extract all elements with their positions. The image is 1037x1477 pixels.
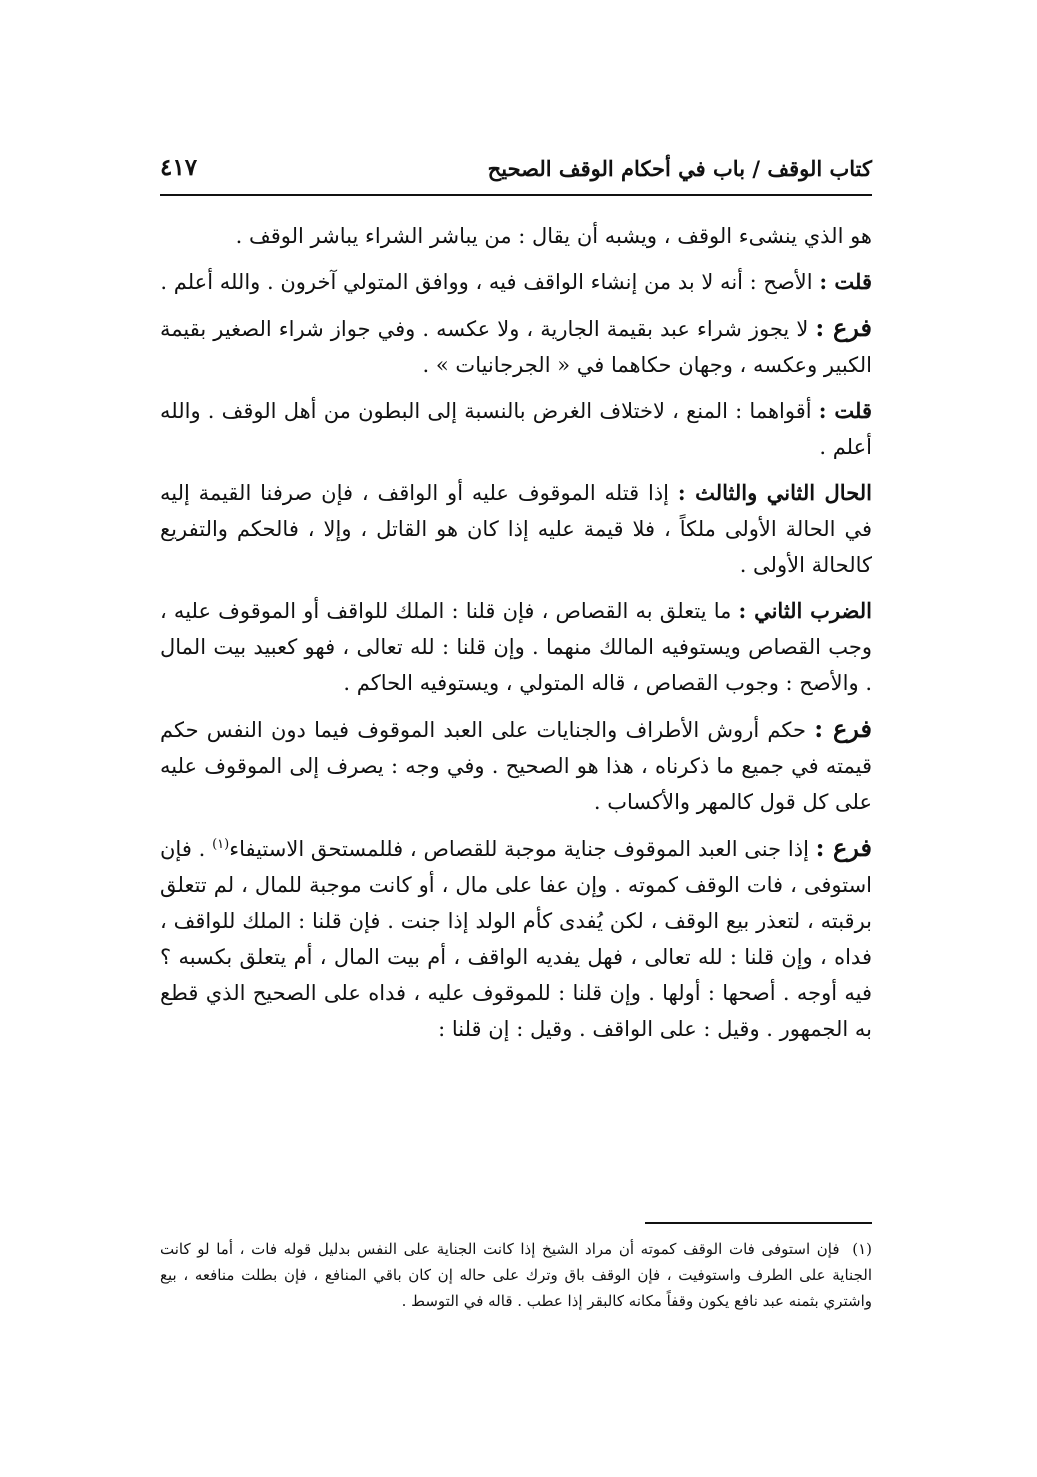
footnote-text: فإن استوفى فات الوقف كموته أن مراد الشيخ إذا كانت الجناية على النفس بدليل قوله فات ، أما لو كانت الجناية على الطرف واستوفيت ، فإن الوقف باق وترك على حاله إن كان باقي المنافع ، فإن بطلت منافعه ، بيع واشتري بثمنه عبد نافع يكون وقفاً مكانه كالبقر إذا عطب . قاله في التوسط .	[160, 1240, 872, 1310]
paragraph	[160, 830, 872, 1047]
chapter-title: كتاب الوقف / باب في أحكام الوقف الصحيح	[487, 156, 872, 181]
footnote-reference[interactable]: (١)	[212, 837, 230, 852]
paragraph-text: إذا جنى العبد الموقوف جناية موجبة للقصاص ، فللمستحق الاستيفاء	[229, 837, 809, 861]
paragraph-lead: الحال الثاني والثالث :	[677, 480, 872, 505]
footnote	[160, 1236, 872, 1314]
paragraph	[160, 264, 872, 300]
paragraph-lead: قلت :	[818, 398, 872, 423]
paragraph-lead: فرع :	[815, 313, 873, 342]
main-text	[160, 218, 872, 1057]
paragraph	[160, 593, 872, 701]
paragraph-text: ما يتعلق به القصاص ، فإن قلنا : الملك للواقف أو الموقوف عليه ، وجب القصاص ويستوفيه المالك منهما . وإن قلنا : لله تعالى ، فهو كعبيد بيت المال . والأصح : وجوب القصاص ، قاله المتولي ، ويستوفيه الحاكم .	[160, 599, 872, 695]
page-number: ٤١٧	[160, 154, 198, 181]
paragraph	[160, 310, 872, 383]
paragraph	[160, 393, 872, 465]
paragraph-text: أقواهما : المنع ، لاختلاف الغرض بالنسبة إلى البطون من أهل الوقف . والله أعلم .	[160, 399, 872, 459]
paragraph-text: . فإن استوفى ، فات الوقف كموته . وإن عفا على مال ، أو كانت موجبة للمال ، لم تتعلق برقبته ، لتعذر بيع الوقف ، لكن يُفدى كأم الولد إذا جنت . فإن قلنا : الملك للواقف ، فداه ، وإن قلنا : لله تعالى ، فهل يفديه الواقف ، أم بيت المال ، أم يتعلق بكسبه ؟ فيه أوجه . أصحها : أولها . وإن قلنا : للموقوف عليه ، فداه على الصحيح الذي قطع به الجمهور . وقيل : على الواقف . وقيل : إن قلنا :	[160, 837, 873, 1041]
paragraph-text: إذا قتله الموقوف عليه أو الواقف ، فإن صرفنا القيمة إليه في الحالة الأولى ملكاً ، فلا قيمة عليه إذا كان هو القاتل ، وإلا ، فالحكم والتفريع كالحالة الأولى .	[160, 481, 872, 577]
paragraph	[160, 218, 872, 254]
paragraph-text: لا يجوز شراء عبد بقيمة الجارية ، ولا عكسه . وفي جواز شراء الصغير بقيمة الكبير وعكسه ، وجهان حكاهما في « الجرجانيات » .	[160, 317, 872, 377]
paragraph-lead: فرع :	[815, 833, 873, 862]
paragraph	[160, 475, 872, 583]
paragraph-text: الأصح : أنه لا بد من إنشاء الواقف فيه ، ووافق المتولي آخرون . والله أعلم .	[160, 270, 813, 294]
paragraph-text: حكم أروش الأطراف والجنايات على العبد الموقوف فيما دون النفس حكم قيمته في جميع ما ذكرناه ، هذا هو الصحيح . وفي وجه : يصرف إلى الموقوف عليه على كل قول كالمهر والأكساب .	[160, 718, 872, 814]
paragraph-text: هو الذي ينشىء الوقف ، ويشبه أن يقال : من يباشر الشراء يباشر الوقف .	[235, 224, 872, 248]
paragraph-lead: قلت :	[819, 269, 872, 294]
paragraph-lead: الضرب الثاني :	[738, 598, 872, 623]
footnote-number: (١)	[852, 1240, 872, 1258]
footnote-divider	[645, 1222, 872, 1224]
running-header	[160, 152, 872, 192]
paragraph-lead: فرع :	[814, 714, 872, 743]
paragraph	[160, 711, 872, 820]
header-divider	[160, 194, 872, 196]
